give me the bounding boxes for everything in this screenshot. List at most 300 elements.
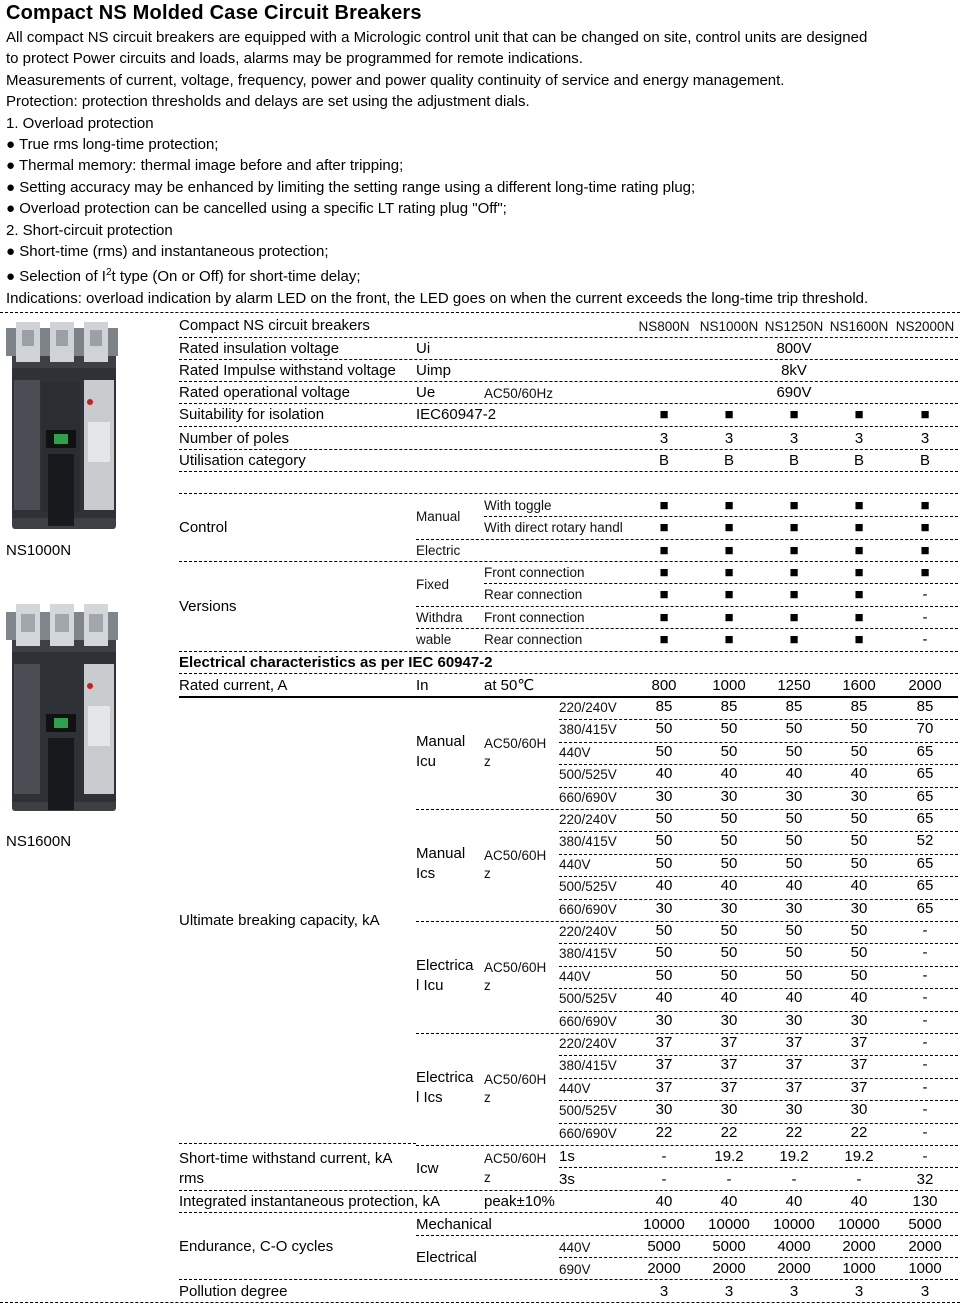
cell-value: - xyxy=(726,1171,732,1188)
cell-value: ■ xyxy=(789,542,799,559)
intro-sup: 2 xyxy=(105,267,112,279)
cell-value: - xyxy=(791,1171,797,1188)
cell-value: - xyxy=(922,609,928,626)
cell-value: ■ xyxy=(724,542,734,559)
cell-value: ■ xyxy=(854,519,864,536)
intro-line xyxy=(6,262,956,287)
cell-value: ■ xyxy=(659,497,669,514)
cell-value: 50 xyxy=(655,810,673,827)
cell-value: 37 xyxy=(720,1056,738,1074)
cell-value: ■ xyxy=(659,609,669,626)
voltage-label: 220/240V xyxy=(559,812,617,827)
intro-line: All compact NS circuit breakers are equipped with a Micrologic control unit that can be changed on site, control units are designed xyxy=(6,29,868,46)
cell-value: 37 xyxy=(850,1056,868,1074)
row-condition: z xyxy=(484,866,491,881)
cell-value: 30 xyxy=(785,1101,803,1119)
row-sublabel: Rear connection xyxy=(484,587,583,602)
cell-value: 50 xyxy=(785,742,803,760)
intro-line: 1. Overload protection xyxy=(6,114,154,132)
cell-value: 30 xyxy=(655,1101,673,1119)
row-condition: z xyxy=(484,978,491,993)
row-separator xyxy=(484,516,958,517)
row-sublabel: Front connection xyxy=(484,565,585,580)
cell-value: 30 xyxy=(785,787,803,805)
cell-value: ■ xyxy=(659,406,669,423)
cell-value: B xyxy=(658,452,669,469)
row-label: Versions xyxy=(179,598,237,615)
cell-value: - xyxy=(922,989,928,1007)
cell-value: 10000 xyxy=(838,1216,880,1233)
voltage-label: 440V xyxy=(559,856,591,872)
cell-value: 40 xyxy=(850,877,868,895)
cell-value: 40 xyxy=(720,877,738,895)
cell-value: ■ xyxy=(789,564,799,581)
cell-value: 50 xyxy=(720,742,738,760)
cell-value: - xyxy=(922,966,928,984)
cell-value: ■ xyxy=(789,406,799,423)
page-title: Compact NS Molded Case Circuit Breakers xyxy=(6,2,422,24)
cell-value: 1000 xyxy=(908,1260,942,1277)
cell-value: ■ xyxy=(789,586,799,603)
cell-value: ■ xyxy=(724,586,734,603)
row-condition: AC50/60H xyxy=(484,848,547,863)
row-separator xyxy=(179,561,958,562)
row-separator xyxy=(179,1212,958,1213)
intro-rest: t type (On or Off) for short-time delay; xyxy=(111,268,361,286)
cell-value: 22 xyxy=(720,1123,738,1141)
intro-line: ● True rms long-time protection; xyxy=(6,136,219,154)
row-condition: z xyxy=(484,1170,491,1185)
row-condition: AC50/60H xyxy=(484,960,547,975)
row-sublabel: Rear connection xyxy=(484,632,583,647)
row-condition: AC50/60H xyxy=(484,1151,547,1166)
cell-value: 1600 xyxy=(842,677,876,694)
cell-value: 2000 xyxy=(712,1260,746,1277)
row-label: Endurance, C-O cycles xyxy=(179,1238,334,1255)
cell-value: 1000 xyxy=(842,1260,876,1277)
section-heading: Electrical characteristics as per IEC 60947-2 xyxy=(179,654,493,671)
cell-value: 690V xyxy=(776,384,812,401)
cell-value: 40 xyxy=(720,1193,738,1210)
cell-value: 8kV xyxy=(781,362,807,379)
row-separator xyxy=(179,1143,416,1144)
cell-value: 65 xyxy=(916,810,934,827)
cell-value: 50 xyxy=(720,944,738,962)
cell-value: 65 xyxy=(916,742,934,760)
cell-value: 3 xyxy=(789,1283,799,1300)
cell-value: 800 xyxy=(651,677,677,694)
cell-value: 50 xyxy=(850,742,868,760)
cell-value: 2000 xyxy=(908,677,942,694)
cell-value: B xyxy=(723,452,734,469)
cell-value: 800V xyxy=(776,340,812,357)
intro-text xyxy=(6,27,956,309)
cell-value: 50 xyxy=(720,966,738,984)
row-label: Integrated instantaneous protection, kA xyxy=(179,1193,441,1210)
cell-value: 1250 xyxy=(777,677,811,694)
cell-value: 10000 xyxy=(643,1216,685,1233)
row-separator xyxy=(179,1279,958,1280)
cell-value: 30 xyxy=(785,899,803,917)
cell-value: 50 xyxy=(850,944,868,962)
cell-value: 3 xyxy=(920,1283,930,1300)
cell-value: ■ xyxy=(920,497,930,514)
row-label: Rated current, A xyxy=(179,677,288,694)
cell-value: 40 xyxy=(785,989,803,1007)
voltage-label: 660/690V xyxy=(559,901,617,917)
cell-value: ■ xyxy=(789,497,799,514)
cell-value: 40 xyxy=(785,877,803,895)
cell-value: - xyxy=(922,1078,928,1096)
row-label: Rated insulation voltage xyxy=(179,340,340,357)
cell-value: 40 xyxy=(785,1193,803,1210)
intro-line: Measurements of current, voltage, frequency, power and power quality continuity of service and energy management. xyxy=(6,71,785,89)
model-header: NS2000N xyxy=(895,319,955,334)
cell-value: ■ xyxy=(789,519,799,536)
intro-line: ● Short-time (rms) and instantaneous protection; xyxy=(6,243,329,261)
cell-value: 50 xyxy=(720,854,738,872)
cell-value: 50 xyxy=(655,944,673,962)
cell-value: 30 xyxy=(850,787,868,805)
cell-value: 37 xyxy=(785,1078,803,1096)
voltage-label: 380/415V xyxy=(559,722,617,738)
row-label: Ultimate breaking capacity, kA xyxy=(179,912,380,929)
row-symbol: Icw xyxy=(416,1160,439,1177)
row-sublabel: Electric xyxy=(416,543,461,558)
cell-value: ■ xyxy=(724,564,734,581)
cell-value: ■ xyxy=(659,631,669,648)
cell-value: - xyxy=(922,1148,928,1165)
voltage-label: 500/525V xyxy=(559,1103,617,1119)
row-separator xyxy=(559,1257,958,1258)
cell-value: 37 xyxy=(785,1034,803,1051)
cell-value: 22 xyxy=(785,1123,803,1141)
breaker-image-ns1000n xyxy=(4,322,122,536)
cell-value: 50 xyxy=(720,720,738,738)
cell-value: ■ xyxy=(854,542,864,559)
row-sublabel: With direct rotary handl xyxy=(484,520,623,535)
cell-value: 52 xyxy=(916,832,934,850)
cell-value: 30 xyxy=(850,899,868,917)
cell-value: 30 xyxy=(655,787,673,805)
cell-value: 65 xyxy=(916,765,934,783)
time-label: 1s xyxy=(559,1148,575,1165)
cell-value: 50 xyxy=(720,810,738,827)
cell-value: 2000 xyxy=(647,1260,681,1277)
cell-value: 40 xyxy=(655,1193,673,1210)
cell-value: 5000 xyxy=(647,1238,681,1255)
cell-value: 40 xyxy=(785,765,803,783)
cell-value: ■ xyxy=(724,497,734,514)
cell-value: 50 xyxy=(785,922,803,939)
row-separator xyxy=(416,1145,958,1146)
model-header: NS1600N xyxy=(829,319,889,334)
row-label: Suitability for isolation xyxy=(179,406,325,423)
cell-value: 10000 xyxy=(708,1216,750,1233)
row-separator xyxy=(179,673,958,674)
group-label: Fixed xyxy=(416,577,450,592)
cell-value: ■ xyxy=(724,631,734,648)
cell-value: 40 xyxy=(850,765,868,783)
cell-value: 40 xyxy=(655,989,673,1007)
cell-value: 50 xyxy=(850,720,868,738)
cell-value: 22 xyxy=(655,1123,673,1141)
row-label: Rated Impulse withstand voltage xyxy=(179,362,396,379)
row-sublabel: With toggle xyxy=(484,498,552,513)
cell-value: ■ xyxy=(724,519,734,536)
cell-value: - xyxy=(922,1101,928,1119)
cell-value: 3 xyxy=(920,430,930,447)
cell-value: 50 xyxy=(850,966,868,984)
cell-value: 37 xyxy=(785,1056,803,1074)
group-label: Electrica xyxy=(416,1069,474,1086)
cell-value: 30 xyxy=(720,899,738,917)
row-separator xyxy=(179,381,958,382)
cell-value: 37 xyxy=(850,1078,868,1096)
voltage-label: 660/690V xyxy=(559,1125,617,1141)
cell-value: B xyxy=(788,452,799,469)
row-label: Number of poles xyxy=(179,430,290,447)
cell-value: 85 xyxy=(655,698,673,715)
voltage-label: 380/415V xyxy=(559,1058,617,1074)
row-label: rms xyxy=(179,1170,204,1187)
cell-value: 50 xyxy=(785,854,803,872)
cell-value: 30 xyxy=(720,1011,738,1029)
cell-value: 50 xyxy=(850,922,868,939)
cell-value: 50 xyxy=(850,854,868,872)
cell-value: ■ xyxy=(789,609,799,626)
cell-value: 19.2 xyxy=(779,1148,809,1165)
cell-value: ■ xyxy=(920,519,930,536)
row-separator xyxy=(179,651,958,652)
cell-value: 50 xyxy=(655,832,673,850)
group-label: l Ics xyxy=(416,1089,443,1106)
intro-line: ● Overload protection can be cancelled using a specific LT rating plug "Off"; xyxy=(6,200,507,218)
row-condition: peak±10% xyxy=(484,1193,555,1210)
voltage-label: 220/240V xyxy=(559,700,617,715)
cell-value: ■ xyxy=(920,406,930,423)
cell-value: 40 xyxy=(850,1193,868,1210)
intro-line: 2. Short-circuit protection xyxy=(6,221,173,239)
cell-value: 32 xyxy=(916,1171,934,1188)
intro-line: ● Thermal memory: thermal image before and after tripping; xyxy=(6,157,404,175)
cell-value: ■ xyxy=(854,564,864,581)
cell-value: 3 xyxy=(854,430,864,447)
cell-value: B xyxy=(853,452,864,469)
cell-value: - xyxy=(856,1171,862,1188)
row-symbol: IEC60947-2 xyxy=(416,406,497,423)
row-label: Short-time withstand current, kA xyxy=(179,1150,393,1167)
cell-value: 50 xyxy=(655,720,673,738)
intro-line: Indications: overload indication by alarm LED on the front, the LED goes on when the current exceeds the long-time trip threshold. xyxy=(6,289,869,307)
voltage-label: 380/415V xyxy=(559,946,617,962)
cell-value: 65 xyxy=(916,787,934,805)
cell-value: - xyxy=(922,1034,928,1051)
row-condition: AC50/60Hz xyxy=(484,386,554,401)
voltage-label: 500/525V xyxy=(559,991,617,1007)
voltage-label: 690V xyxy=(559,1262,591,1277)
row-label: Rated operational voltage xyxy=(179,384,350,401)
cell-value: 2000 xyxy=(908,1238,942,1255)
cell-value: 40 xyxy=(720,989,738,1007)
image-caption: NS1600N xyxy=(6,833,72,850)
row-symbol: Ui xyxy=(416,340,431,357)
cell-value: 3 xyxy=(724,430,734,447)
row-separator xyxy=(179,337,958,338)
row-label: Control xyxy=(179,519,228,536)
row-condition: at 50℃ xyxy=(484,677,535,694)
row-separator xyxy=(179,493,958,494)
voltage-label: 220/240V xyxy=(559,1036,617,1051)
cell-value: 30 xyxy=(785,1011,803,1029)
intro-line: Protection: protection thresholds and delays are set using the adjustment dials. xyxy=(6,93,530,111)
row-separator xyxy=(179,359,958,360)
group-label: Manual xyxy=(416,733,466,750)
group-label: Manual xyxy=(416,509,461,524)
cell-value: 5000 xyxy=(712,1238,746,1255)
section-divider xyxy=(0,312,960,313)
cell-value: 130 xyxy=(912,1193,938,1210)
cell-value: 40 xyxy=(655,765,673,783)
row-separator xyxy=(484,583,958,584)
cell-value: 10000 xyxy=(773,1216,815,1233)
cell-value: 4000 xyxy=(777,1238,811,1255)
cell-value: 3 xyxy=(659,1283,669,1300)
cell-value: ■ xyxy=(854,609,864,626)
group-label: l Icu xyxy=(416,977,444,994)
cell-value: 30 xyxy=(850,1011,868,1029)
cell-value: 85 xyxy=(720,698,738,715)
group-label: Withdra xyxy=(416,610,463,625)
breaker-image-ns1600n xyxy=(4,604,122,818)
cell-value: 40 xyxy=(850,989,868,1007)
cell-value: 50 xyxy=(720,832,738,850)
row-sublabel: Front connection xyxy=(484,610,585,625)
cell-value: ■ xyxy=(920,542,930,559)
voltage-label: 500/525V xyxy=(559,767,617,783)
cell-value: 37 xyxy=(850,1034,868,1051)
group-label: Ics xyxy=(416,865,436,882)
voltage-label: 440V xyxy=(559,744,591,760)
group-label: Manual xyxy=(416,845,466,862)
row-separator xyxy=(179,471,958,472)
row-separator xyxy=(416,628,958,629)
cell-value: 50 xyxy=(850,832,868,850)
cell-value: 3 xyxy=(659,430,669,447)
time-label: 3s xyxy=(559,1171,575,1188)
row-separator xyxy=(179,449,958,450)
cell-value: 85 xyxy=(785,698,803,715)
cell-value: ■ xyxy=(724,406,734,423)
cell-value: ■ xyxy=(659,542,669,559)
cell-value: 3 xyxy=(789,430,799,447)
cell-value: 50 xyxy=(655,742,673,760)
voltage-label: 660/690V xyxy=(559,1013,617,1029)
cell-value: - xyxy=(922,631,928,648)
cell-value: 30 xyxy=(720,1101,738,1119)
cell-value: ■ xyxy=(854,497,864,514)
cell-value: - xyxy=(661,1148,667,1165)
cell-value: - xyxy=(922,944,928,962)
row-condition: AC50/60H xyxy=(484,736,547,751)
cell-value: 65 xyxy=(916,877,934,895)
cell-value: B xyxy=(919,452,930,469)
cell-value: - xyxy=(661,1171,667,1188)
cell-value: ■ xyxy=(789,631,799,648)
row-separator xyxy=(179,1190,958,1191)
cell-value: 50 xyxy=(655,966,673,984)
row-separator xyxy=(416,1235,958,1236)
intro-i-text: ● Selection of I xyxy=(6,268,106,286)
cell-value: 50 xyxy=(720,922,738,939)
voltage-label: 500/525V xyxy=(559,879,617,895)
cell-value: - xyxy=(922,586,928,603)
voltage-label: 440V xyxy=(559,1080,591,1096)
cell-value: 50 xyxy=(655,854,673,872)
cell-value: 37 xyxy=(720,1034,738,1051)
image-caption: NS1000N xyxy=(6,542,72,559)
row-separator xyxy=(559,1167,958,1168)
group-label: Electrical xyxy=(416,1249,477,1266)
cell-value: 50 xyxy=(850,810,868,827)
row-label: Utilisation category xyxy=(179,452,306,469)
row-condition: AC50/60H xyxy=(484,1072,547,1087)
cell-value: 19.2 xyxy=(714,1148,744,1165)
cell-value: 30 xyxy=(655,1011,673,1029)
cell-value: 65 xyxy=(916,899,934,917)
cell-value: 50 xyxy=(655,922,673,939)
row-separator xyxy=(416,606,958,607)
cell-value: - xyxy=(922,922,928,939)
cell-value: 3 xyxy=(854,1283,864,1300)
cell-value: - xyxy=(922,1056,928,1074)
model-header: NS1000N xyxy=(699,319,759,334)
cell-value: 2000 xyxy=(777,1260,811,1277)
cell-value: 37 xyxy=(655,1056,673,1074)
cell-value: ■ xyxy=(854,406,864,423)
cell-value: 30 xyxy=(720,787,738,805)
cell-value: 50 xyxy=(785,832,803,850)
cell-value: 40 xyxy=(655,877,673,895)
voltage-label: 440V xyxy=(559,1240,591,1255)
cell-value: ■ xyxy=(659,586,669,603)
voltage-label: 220/240V xyxy=(559,924,617,939)
cell-value: 37 xyxy=(720,1078,738,1096)
model-header: NS800N xyxy=(638,319,690,334)
voltage-label: 380/415V xyxy=(559,834,617,850)
row-separator xyxy=(179,426,958,427)
cell-value: 85 xyxy=(916,698,934,715)
cell-value: 50 xyxy=(785,720,803,738)
cell-value: 5000 xyxy=(908,1216,942,1233)
cell-value: 19.2 xyxy=(844,1148,874,1165)
cell-value: ■ xyxy=(659,519,669,536)
row-separator xyxy=(179,403,958,404)
cell-value: 65 xyxy=(916,854,934,872)
cell-value: 85 xyxy=(850,698,868,715)
table-header-label: Compact NS circuit breakers xyxy=(179,317,370,334)
cell-value: 30 xyxy=(850,1101,868,1119)
row-condition: z xyxy=(484,754,491,769)
cell-value: ■ xyxy=(920,564,930,581)
row-condition: z xyxy=(484,1090,491,1105)
row-separator xyxy=(416,539,958,540)
model-header: NS1250N xyxy=(764,319,824,334)
group-label: wable xyxy=(416,632,452,647)
cell-value: 70 xyxy=(916,720,934,738)
cell-value: 37 xyxy=(655,1078,673,1096)
intro-line: ● Setting accuracy may be enhanced by limiting the setting range using a different long-time rating plug; xyxy=(6,178,696,196)
